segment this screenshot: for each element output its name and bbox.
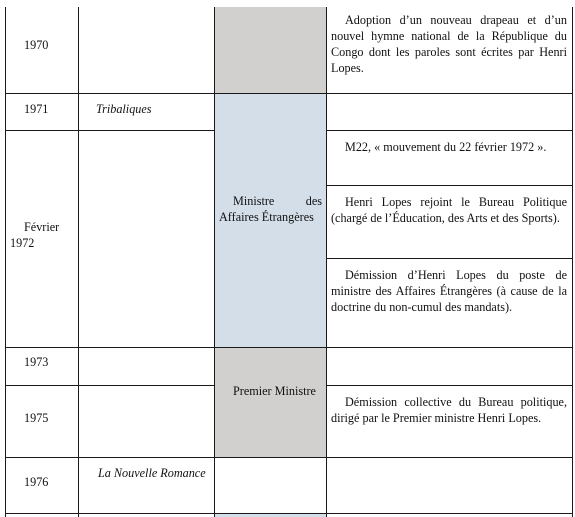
border-col2 <box>214 7 215 517</box>
year-1973: 1973 <box>24 355 49 369</box>
work-tribaliques: Tribaliques <box>96 102 152 116</box>
border-desc-6 <box>326 385 573 386</box>
description-1975: Démission collective du Bureau politique, dirigé par le Premier ministre Henri Lopes. <box>331 395 567 425</box>
border-desc-8 <box>326 513 573 514</box>
year-1976: 1976 <box>24 475 49 489</box>
border-row-1971-bottom <box>5 130 215 131</box>
role-prime-minister: Premier Ministre <box>233 384 316 398</box>
border-right <box>572 7 573 517</box>
border-role-3 <box>214 457 327 458</box>
role-cell-prime-minister <box>215 348 326 457</box>
border-col1 <box>78 7 79 517</box>
border-row-1972-bottom <box>5 347 215 348</box>
role-cell-1970 <box>215 7 326 93</box>
border-desc-7 <box>326 457 573 458</box>
border-role-1 <box>214 93 327 94</box>
border-desc-4 <box>326 258 573 259</box>
border-col3 <box>326 7 327 517</box>
border-desc-3 <box>326 185 573 186</box>
border-row-1975-bottom <box>5 457 215 458</box>
border-desc-5 <box>326 347 573 348</box>
border-row-1973-bottom <box>5 385 215 386</box>
border-role-2 <box>214 347 327 348</box>
description-1970: Adoption d’un nouveau drapeau et d’un nouvel hymne national de la République du Congo dont les paroles sont écrites par Henri Lopes. <box>331 13 567 75</box>
description-resignation-minister: Démission d’Henri Lopes du poste de ministre des Affaires Étrangères (à cause de la doctrine du non-cumul des mandats). <box>331 268 567 314</box>
year-1970: 1970 <box>24 38 49 52</box>
border-role-4 <box>214 513 327 514</box>
description-bureau-politique: Henri Lopes rejoint le Bureau Politique (chargé de l’Éducation, des Arts et des Sports). <box>331 195 567 225</box>
border-left <box>5 7 6 517</box>
year-feb-1972: Février 1972 <box>10 220 60 250</box>
role-foreign-minister: Ministre des Affaires Étrangères <box>219 194 322 224</box>
border-desc-2 <box>326 130 573 131</box>
year-1971: 1971 <box>24 102 49 116</box>
work-la-nouvelle-romance: La Nouvelle Romance <box>98 466 206 480</box>
year-1975: 1975 <box>24 411 49 425</box>
border-row-1970-bottom <box>5 93 215 94</box>
description-m22: M22, « mouvement du 22 février 1972 ». <box>345 140 547 154</box>
border-row-1976-bottom <box>5 513 215 514</box>
border-desc-1 <box>326 93 573 94</box>
